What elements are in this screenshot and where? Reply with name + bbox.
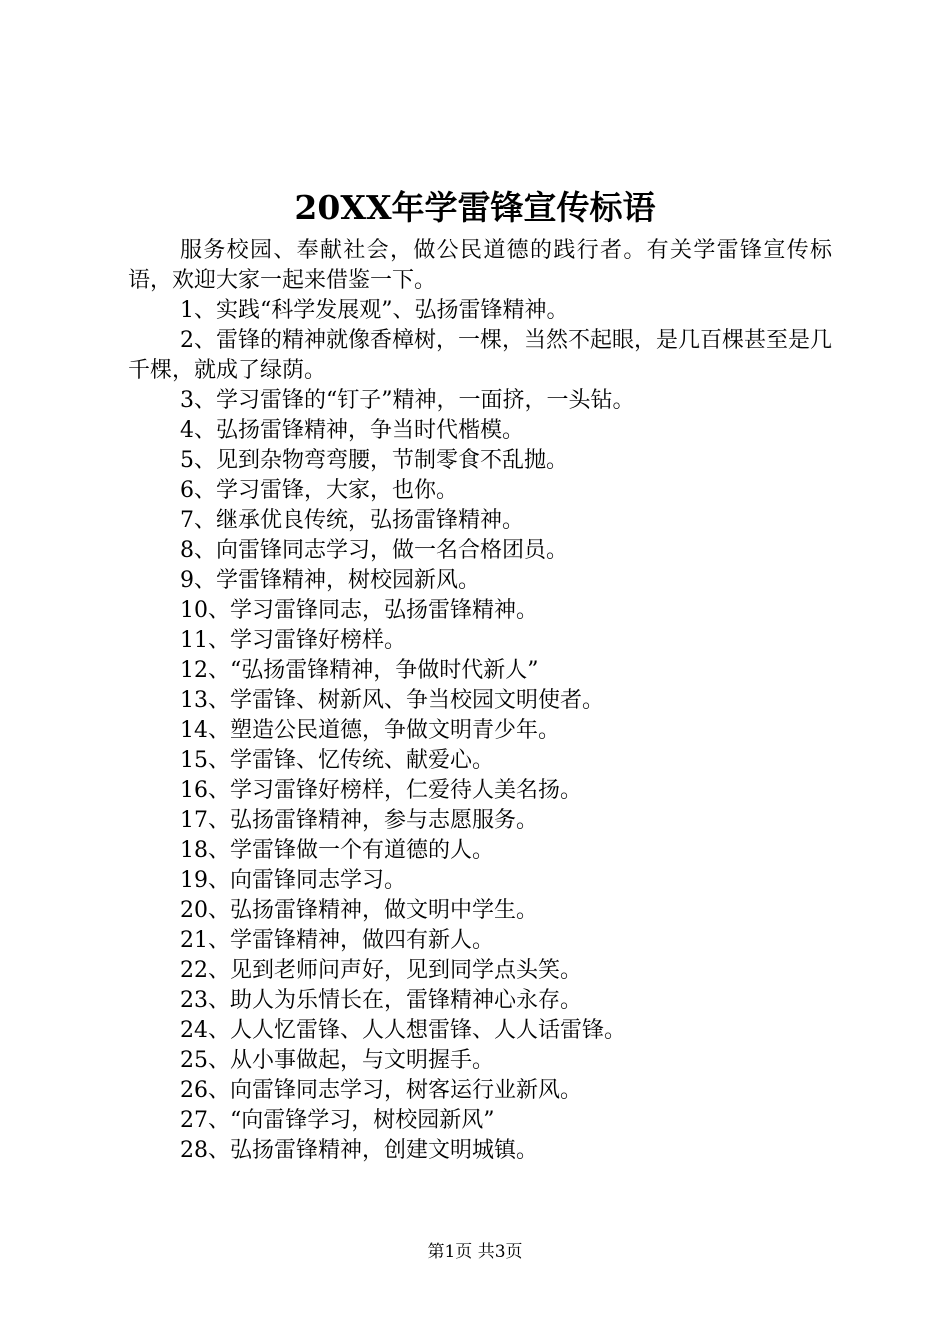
list-item [128, 1106, 832, 1136]
list-item [128, 746, 832, 776]
slogan-text: 11、学习雷锋好榜样。 [180, 628, 406, 653]
slogan-text: 3、学习雷锋的“钉子”精神，一面挤，一头钻。 [180, 388, 635, 413]
list-item [128, 896, 832, 926]
slogan-text: 23、助人为乐情长在，雷锋精神心永存。 [180, 988, 582, 1013]
list-item [128, 1076, 832, 1106]
list-item [128, 806, 832, 836]
slogan-text: 10、学习雷锋同志，弘扬雷锋精神。 [180, 598, 538, 623]
list-item [128, 506, 832, 536]
slogan-text: 22、见到老师问声好，见到同学点头笑。 [180, 958, 582, 983]
list-item [128, 596, 832, 626]
slogan-text: 14、塑造公民道德，争做文明青少年。 [180, 718, 560, 743]
list-item [128, 776, 832, 806]
intro-paragraph: 服务校园、奉献社会，做公民道德的践行者。有关学雷锋宣传标语，欢迎大家一起来借鉴一下。 [128, 238, 832, 293]
page-indicator: 第1页 共3页 [427, 1242, 523, 1262]
list-item [128, 626, 832, 656]
slogan-text: 2、雷锋的精神就像香樟树，一棵，当然不起眼，是几百棵甚至是几千棵，就成了绿荫。 [128, 328, 832, 383]
list-item [128, 386, 832, 416]
slogan-text: 4、弘扬雷锋精神，争当时代楷模。 [180, 418, 524, 443]
list-item [128, 1016, 832, 1046]
list-item [128, 296, 832, 326]
list-item [128, 686, 832, 716]
list-item [128, 656, 832, 686]
slogan-text: 9、学雷锋精神，树校园新风。 [180, 568, 480, 593]
list-item [128, 716, 832, 746]
list-item [128, 566, 832, 596]
slogan-text: 19、向雷锋同志学习。 [180, 868, 406, 893]
list-item [128, 1046, 832, 1076]
slogan-text: 1、实践“科学发展观”、弘扬雷锋精神。 [180, 298, 569, 323]
slogan-text: 24、人人忆雷锋、人人想雷锋、人人话雷锋。 [180, 1018, 626, 1043]
list-item [128, 926, 832, 956]
slogan-text: 28、弘扬雷锋精神，创建文明城镇。 [180, 1138, 538, 1163]
list-item [128, 836, 832, 866]
slogan-text: 16、学习雷锋好榜样，仁爱待人美名扬。 [180, 778, 582, 803]
slogan-text: 8、向雷锋同志学习，做一名合格团员。 [180, 538, 568, 563]
slogan-text: 18、学雷锋做一个有道德的人。 [180, 838, 494, 863]
document-body [128, 236, 832, 1166]
slogan-text: 20、弘扬雷锋精神，做文明中学生。 [180, 898, 538, 923]
slogan-text: 7、继承优良传统，弘扬雷锋精神。 [180, 508, 524, 533]
slogan-text: 12、“弘扬雷锋精神，争做时代新人” [180, 658, 539, 683]
list-item [128, 536, 832, 566]
list-item [128, 866, 832, 896]
slogan-list [128, 296, 832, 1166]
slogan-text: 25、从小事做起，与文明握手。 [180, 1048, 494, 1073]
slogan-text: 26、向雷锋同志学习，树客运行业新风。 [180, 1078, 582, 1103]
list-item [128, 416, 832, 446]
document-title: 20XX年学雷锋宣传标语 [294, 188, 656, 227]
list-item [128, 1136, 832, 1166]
slogan-text: 6、学习雷锋，大家，也你。 [180, 478, 458, 503]
slogan-text: 17、弘扬雷锋精神，参与志愿服务。 [180, 808, 538, 833]
slogan-text: 15、学雷锋、忆传统、献爱心。 [180, 748, 494, 773]
list-item [128, 446, 832, 476]
slogan-text: 21、学雷锋精神，做四有新人。 [180, 928, 494, 953]
list-item [128, 956, 832, 986]
list-item [128, 476, 832, 506]
list-item [128, 326, 832, 386]
slogan-text: 5、见到杂物弯弯腰，节制零食不乱抛。 [180, 448, 568, 473]
slogan-text: 27、“向雷锋学习，树校园新风” [180, 1108, 495, 1133]
slogan-text: 13、学雷锋、树新风、争当校园文明使者。 [180, 688, 604, 713]
list-item [128, 986, 832, 1016]
